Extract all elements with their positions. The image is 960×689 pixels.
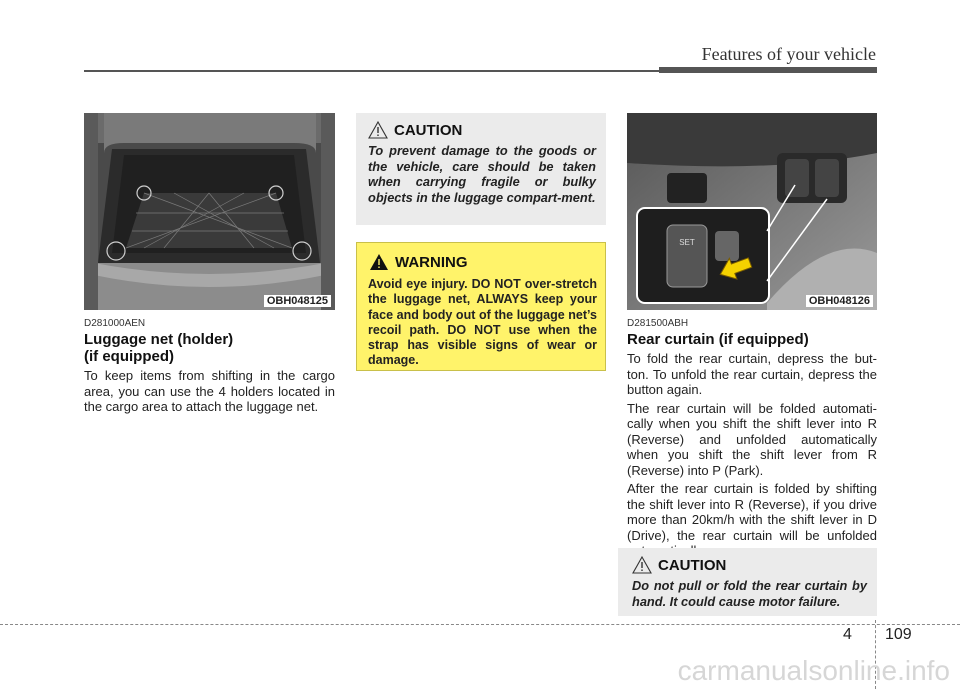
caution-box	[618, 548, 877, 616]
section-title: Rear curtain (if equipped)	[627, 331, 809, 348]
header-rule	[84, 70, 659, 72]
caution-triangle-icon	[368, 121, 388, 139]
caution-heading	[368, 121, 462, 139]
trunk-illustration	[84, 113, 335, 310]
warning-triangle-icon	[369, 253, 389, 271]
caution-heading	[632, 556, 726, 574]
caution-box	[356, 113, 606, 225]
trunk-photo	[84, 113, 335, 310]
section-code: D281000AEN	[84, 318, 146, 329]
caution-title: CAUTION	[394, 121, 463, 139]
page-number: 109	[885, 626, 912, 643]
warning-box	[356, 242, 606, 371]
caution-triangle-icon	[632, 556, 652, 574]
section-title	[84, 331, 233, 365]
body-paragraphs	[627, 351, 877, 562]
header-rule-accent	[659, 67, 877, 73]
page-header-title: Features of your vehicle	[701, 44, 876, 64]
body-paragraph: The rear curtain will be folded automati-cally when you shift the shift lever into R (Reverse) and unfolded automatically when you shift the shift lever from R (Reverse) into P (Park).	[627, 400, 877, 478]
caution-text: Do not pull or fold the rear curtain by hand. It could cause motor failure.	[632, 578, 867, 609]
section-title-line2: (if equipped)	[84, 348, 174, 365]
rear-curtain-switch-photo	[627, 113, 877, 310]
watermark: carmanualsonline.info	[677, 655, 950, 686]
warning-text: Avoid eye injury. DO NOT over-stretch the luggage net, ALWAYS keep your face and body out of the luggage net’s recoil path. DO NOT use when the strap has visible signs of wear or damage.	[368, 277, 597, 368]
set-button-label: SET	[679, 238, 695, 247]
body-paragraph: To fold the rear curtain, depress the but-ton. To unfold the rear curtain, depress the button again.	[627, 351, 877, 397]
warning-heading	[369, 253, 468, 271]
footer-rule	[0, 624, 960, 625]
body-paragraph: After the rear curtain is folded by shifting the shift lever into R (Reverse), if you drive more than 20km/h with the shift lever in D (Drive), the rear curtain will be unfolded	[627, 481, 877, 543]
image-code: OBH048126	[806, 295, 873, 307]
caution-title: CAUTION	[658, 556, 727, 574]
section-code: D281500ABH	[627, 318, 689, 329]
chapter-number: 4	[843, 626, 852, 643]
image-code: OBH048125	[264, 295, 331, 307]
switch-illustration	[627, 113, 877, 310]
caution-text: To prevent damage to the goods or the vehicle, care should be taken when carrying fragile or bulky objects in the luggage compart-ment.	[368, 143, 596, 205]
body-paragraph: To keep items from shifting in the cargo area, you can use the 4 holders located in the cargo area to attach the luggage net.	[84, 368, 335, 414]
warning-title: WARNING	[395, 253, 468, 271]
section-title-line1: Luggage net (holder)	[84, 331, 234, 348]
